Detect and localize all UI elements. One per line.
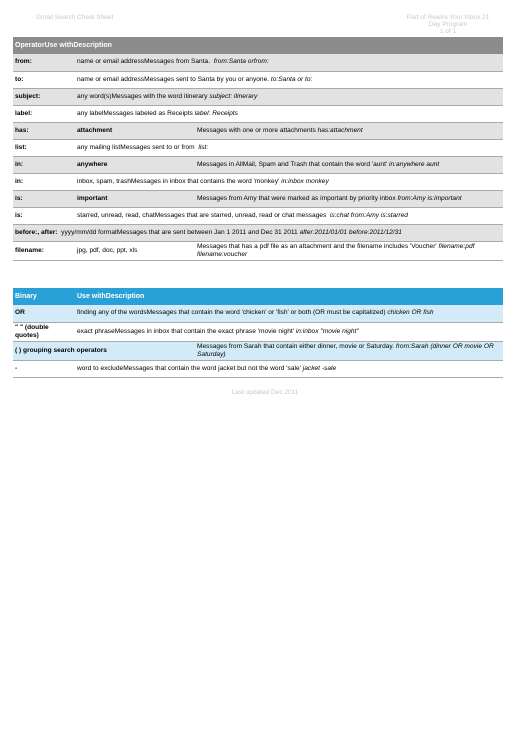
use-desc-cell — [75, 105, 503, 122]
operator-cell: to: — [13, 71, 75, 88]
table-row — [13, 241, 503, 260]
operator-cell: list: — [13, 139, 75, 156]
use-desc-cell — [75, 322, 503, 341]
example-text: chicken OR fish — [387, 309, 434, 317]
description-cell — [195, 341, 503, 360]
table-row — [13, 156, 503, 173]
description-text: Messages from Sarah that contain either dinner, movie or Saturday. — [197, 342, 395, 350]
binary-table — [13, 288, 503, 378]
example-text: filename:pdf filename:voucher — [197, 242, 475, 258]
description-text: Messages that contain the word jacket but not the word 'sale' — [123, 364, 301, 372]
use-desc-cell — [75, 139, 503, 156]
use-with-text: word to exclude — [77, 364, 124, 372]
header-operator: Operator — [15, 41, 45, 49]
description-text: Messages in inbox that contains the word 'monkey' — [130, 177, 280, 185]
use-with-cell: anywhere — [75, 156, 195, 173]
example-text: jacket -sale — [302, 364, 337, 372]
table-row — [13, 139, 503, 156]
table-row — [13, 173, 503, 190]
use-with-text: yyyy/mm/dd format — [61, 228, 117, 236]
header-description: Description — [73, 41, 112, 49]
description-cell — [195, 190, 503, 207]
example-text: in:inbox "movie night" — [295, 327, 359, 335]
doc-header-program — [400, 14, 496, 35]
use-desc-cell — [75, 88, 503, 105]
use-desc-cell — [75, 360, 503, 377]
description-text: Messages from Amy that were marked as important by priority inbox — [197, 194, 396, 202]
operators-header-cell — [13, 37, 503, 54]
use-with-text: inbox, spam, trash — [77, 177, 131, 185]
example-text: in:inbox monkey — [281, 177, 329, 185]
use-with-text: finding any of the words — [77, 309, 147, 317]
use-with-text: exact phrase — [77, 327, 115, 335]
binary-header-cell — [75, 288, 503, 305]
example-text: label: Receipts — [194, 109, 238, 117]
example-text: after:2011/01/01 before:2011/12/31 — [299, 228, 402, 236]
header-description: Description — [105, 292, 145, 300]
last-updated-footer: Last updated Dec 2011 — [231, 389, 299, 396]
use-with-text: name or email address — [77, 75, 145, 83]
table-row — [13, 71, 503, 88]
example-text: from:Sarah (dinner OR movie OR Saturday) — [197, 342, 494, 358]
description-text: Messages from Santa. — [144, 58, 211, 66]
example-text: in:anywhere aunt — [389, 160, 440, 168]
table-row — [13, 54, 503, 71]
table-row — [13, 122, 503, 139]
table-row — [13, 360, 503, 377]
operator-cell: filename: — [13, 241, 75, 260]
description-text: Messages in AllMail, Spam and Trash that contain the word 'aunt' — [197, 160, 388, 168]
operator-cell: in: — [13, 156, 75, 173]
description-cell — [195, 241, 503, 260]
table-row — [13, 322, 503, 341]
example-text: has:attachment — [317, 126, 363, 134]
operator-cell: OR — [13, 305, 75, 322]
use-with-text: name or email address — [77, 58, 145, 66]
table-row — [13, 341, 503, 360]
description-cell — [195, 122, 503, 139]
use-with-text: starred, unread, read, chat — [77, 211, 155, 219]
operators-table — [13, 37, 503, 261]
example-text: is:chat from:Amy is:starred — [329, 211, 408, 219]
description-text: Messages sent to or from — [120, 143, 195, 151]
description-text: Messages with one or more attachments — [197, 126, 316, 134]
header-use-with: Use with — [77, 292, 106, 300]
use-with-cell: important — [75, 190, 195, 207]
before-after-row-cell — [13, 224, 503, 241]
use-with-text: any label — [77, 109, 104, 117]
operator-cell: is: — [13, 207, 75, 224]
example-text: from:Amy is:important — [397, 194, 462, 202]
use-desc-cell — [75, 173, 503, 190]
operators-table-header — [13, 37, 503, 54]
operator-cell: ( ) grouping search operators — [13, 341, 195, 360]
use-desc-cell — [75, 305, 503, 322]
use-with-text: any word(s) — [77, 92, 112, 100]
operator-cell: from: — [13, 54, 75, 71]
operator-text: before:, after: — [15, 228, 58, 236]
table-row — [13, 207, 503, 224]
operator-cell: subject: — [13, 88, 75, 105]
operator-cell: in: — [13, 173, 75, 190]
description-text: Messages with the word itinerary — [111, 92, 208, 100]
table-row — [13, 305, 503, 322]
doc-header-page-line: 1 of 1 — [439, 28, 457, 35]
example-text: to:Santa or to: — [270, 75, 313, 83]
operator-cell: - — [13, 360, 75, 377]
operator-cell: label: — [13, 105, 75, 122]
operator-cell: " " (double quotes) — [13, 322, 75, 341]
description-text: Messages that are starred, unread, read or chat messages — [154, 211, 327, 219]
doc-header-title: Gmail Search Cheat Sheet — [36, 14, 114, 21]
description-text: Messages labeled as Receipts — [103, 109, 193, 117]
description-text: Messages that contain the word 'chicken' or 'fish' or both (OR must be capitalized) — [146, 309, 386, 317]
use-with-text: any mailing list — [77, 143, 121, 151]
binary-table-header — [13, 288, 503, 305]
table-row — [13, 105, 503, 122]
use-desc-cell — [75, 207, 503, 224]
operator-cell: has: — [13, 122, 75, 139]
table-row — [13, 190, 503, 207]
description-text: Messages in inbox that contain the exact phrase 'movie night' — [114, 327, 294, 335]
example-text: from:Santa orfrom: — [213, 58, 269, 66]
use-desc-cell — [75, 54, 503, 71]
table-row — [13, 88, 503, 105]
use-with-cell: jpg, pdf, doc, ppt, xls — [75, 241, 195, 260]
header-use-with: Use with — [44, 41, 74, 49]
example-text: subject: itinerary — [209, 92, 258, 100]
header-binary: Binary — [13, 288, 75, 305]
description-text: Messages that are sent between Jan 1 2011 and Dec 31 2011 — [116, 228, 298, 236]
example-text: list: — [198, 143, 209, 151]
use-with-cell: attachment — [75, 122, 195, 139]
use-desc-cell — [75, 71, 503, 88]
description-cell — [195, 156, 503, 173]
table-row — [13, 224, 503, 241]
doc-header-program-line: Part of Rewire Your Inbox 21 Day Program — [406, 14, 490, 28]
description-text: Messages sent to Santa by you or anyone. — [144, 75, 270, 83]
description-text: Messages that has a pdf file as an attachment and the filename includes 'Voucher' — [197, 242, 437, 250]
operator-cell: is: — [13, 190, 75, 207]
